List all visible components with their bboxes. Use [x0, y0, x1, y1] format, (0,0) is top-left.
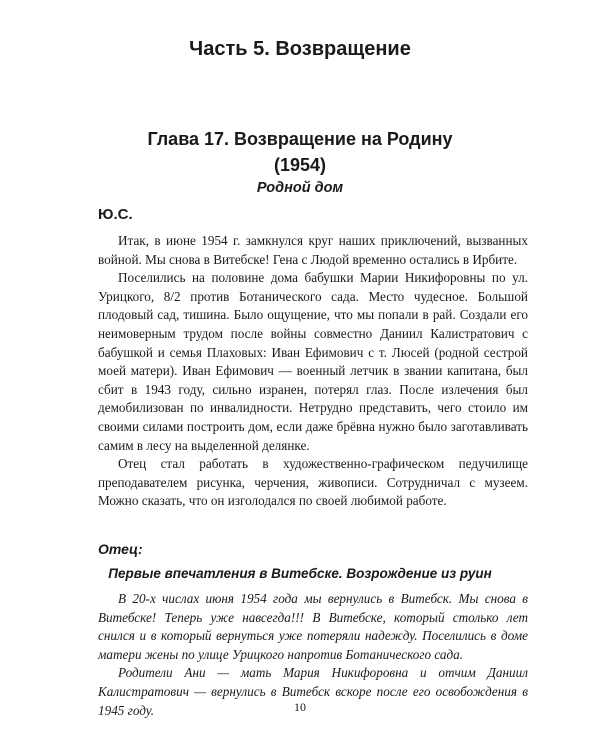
paragraph: Итак, в июне 1954 г. замкнулся круг наших приключений, вызванных войной. Мы снова в Витебске! Гена с Людой временно остались в Ирбите. [98, 233, 528, 267]
author-label: Ю.С. [98, 206, 133, 223]
chapter-title [0, 126, 600, 178]
page-number: 10 [294, 700, 306, 714]
speaker-label: Отец: [98, 541, 143, 557]
chapter-subtitle: Родной дом [256, 180, 344, 196]
paragraph: Поселились на половине дома бабушки Марии Никифоровны по ул. Урицкого, 8/2 против Ботанического сада. Место чудесное. Большой плодовый сад, тишина. Было ощущение, что мы попали в рай. Создали его неимоверным трудом после войны совместно Даниил Калистратович с бабушкой и семья Плаховых: Иван Ефимович с т. Люсей (родной сестрой моей матери). Иван Ефимович — военный летчик в звании капитана, был сбит в 1943 году, сильно изранен, потерял глаз. После излечения был демобилизован по инвалидности. Нетрудно представить, чего стоило им своими силами построить дом, если даже брёвна нужно было заготавливать самим в лесу на выделенной делянке. [98, 270, 528, 453]
subsection-title: Первые впечатления в Витебске. Возрождение из руин [108, 566, 492, 581]
paragraph: Отец стал работать в художественно-графическом педучилище преподавателем рисунка, черчения, живописи. Сотрудничал с музеем. Можно сказать, что он изголодался по своей любимой работе. [98, 456, 528, 509]
chapter-title-line: Глава 17. Возвращение на Родину [147, 129, 453, 149]
chapter-year: (1954) [273, 155, 327, 175]
body-text [98, 232, 528, 511]
part-title: Часть 5. Возвращение [189, 38, 411, 60]
italic-paragraph: В 20-х числах июня 1954 года мы вернулись в Витебск. Мы снова в Витебске! Теперь уже навсегда!!! В Витебске, который столько лет снился и в который вернуться уже потеряли надежду. Поселились в доме матери жены по улице Урицкого напротив Ботанического сада. [98, 591, 528, 662]
italic-paragraph: Родители Ани — мать Мария Никифоровна и отчим Даниил Калистратович — вернулись в Витебск вскоре после его освобождения в 1945 году. [98, 665, 528, 718]
